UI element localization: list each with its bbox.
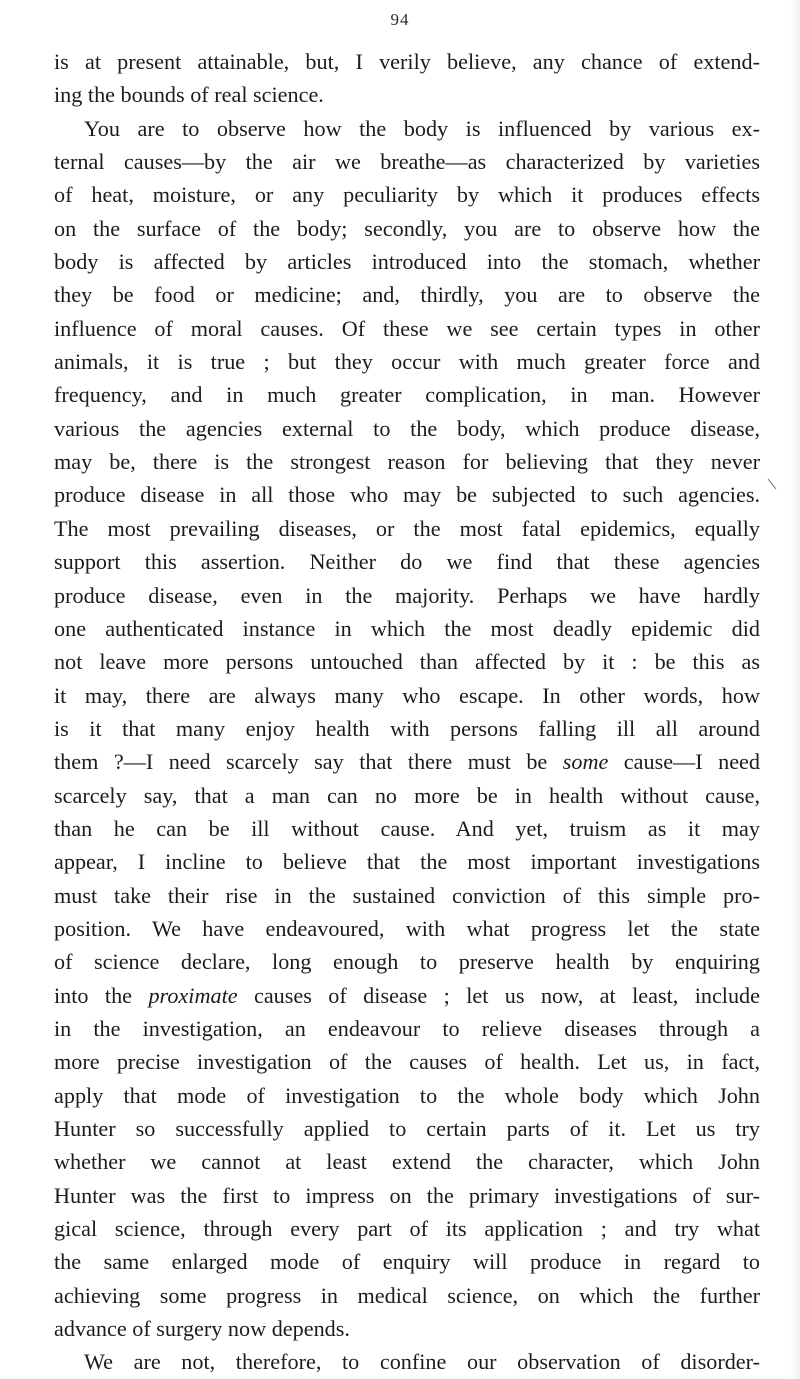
text-line: achieving some progress in medical science, on which the further: [54, 1282, 760, 1308]
margin-mark-icon: [766, 478, 778, 490]
text-line: animals, it is true ; but they occur with much greater force and: [54, 349, 760, 375]
page-number: 94: [390, 10, 410, 29]
text-line: they be food or medicine; and, thirdly, you are to observe the: [54, 282, 760, 308]
text-line: must take their rise in the sustained conviction of this simple pro-: [54, 882, 760, 908]
text-line: on the surface of the body; secondly, you are to observe how the: [54, 215, 760, 241]
text-line: more precise investigation of the causes of health. Let us, in fact,: [54, 1049, 760, 1075]
text-line: apply that mode of investigation to the whole body which John: [54, 1082, 760, 1108]
page-edge: [790, 0, 800, 1379]
text-line: into the proximate causes of disease ; let us now, at least, include: [54, 982, 760, 1008]
text-line: is it that many enjoy health with persons falling ill all around: [54, 715, 760, 741]
text-line: support this assertion. Neither do we find that these agencies: [54, 549, 760, 575]
text-line: the same enlarged mode of enquiry will produce in regard to: [54, 1249, 760, 1275]
emphasis: proximate: [148, 982, 238, 1008]
text-line: them ?—I need scarcely say that there must be some cause—I need: [54, 749, 760, 775]
text-line: one authenticated instance in which the most deadly epidemic did: [54, 615, 760, 641]
text-line: of science declare, long enough to preserve health by enquiring: [54, 949, 760, 975]
text-line: appear, I incline to believe that the most important investigations: [54, 849, 760, 875]
text-line: may be, there is the strongest reason for believing that they never: [54, 449, 760, 475]
text-line: We are not, therefore, to confine our observation of disorder-: [84, 1349, 760, 1375]
text-line: Hunter was the first to impress on the primary investigations of sur-: [54, 1182, 760, 1208]
text-line: produce disease, even in the majority. Perhaps we have hardly: [54, 582, 760, 608]
text-line: body is affected by articles introduced into the stomach, whether: [54, 249, 760, 275]
text-line: gical science, through every part of its application ; and try what: [54, 1216, 760, 1242]
text-line: scarcely say, that a man can no more be in health without cause,: [54, 782, 760, 808]
emphasis: some: [562, 749, 609, 775]
text-line: than he can be ill without cause. And yet, truism as it may: [54, 815, 760, 841]
text-line: influence of moral causes. Of these we see certain types in other: [54, 315, 760, 341]
text-line: position. We have endeavoured, with what progress let the state: [54, 915, 760, 941]
text-line: whether we cannot at least extend the character, which John: [54, 1149, 760, 1175]
text-line: ternal causes—by the air we breathe—as characterized by varieties: [54, 149, 760, 175]
text-line: produce disease in all those who may be subjected to such agencies.: [54, 482, 760, 508]
text-line: advance of surgery now depends.: [54, 1316, 350, 1342]
text-line: ing the bounds of real science.: [54, 82, 324, 108]
body-text: [54, 45, 760, 1379]
text-line: is at present attainable, but, I verily believe, any chance of extend-: [54, 49, 760, 74]
text-line: not leave more persons untouched than affected by it : be this as: [54, 649, 760, 675]
text-line: Hunter so successfully applied to certain parts of it. Let us try: [54, 1116, 760, 1141]
text-line: The most prevailing diseases, or the most fatal epidemics, equally: [54, 515, 760, 541]
text-line: You are to observe how the body is influenced by various ex-: [84, 115, 760, 141]
text-line: it may, there are always many who escape. In other words, how: [54, 682, 760, 708]
text-line: of heat, moisture, or any peculiarity by which it produces effects: [54, 182, 760, 208]
text-line: frequency, and in much greater complication, in man. However: [54, 382, 760, 408]
text-line: in the investigation, an endeavour to relieve diseases through a: [54, 1015, 760, 1041]
text-line: various the agencies external to the body, which produce disease,: [54, 415, 760, 441]
